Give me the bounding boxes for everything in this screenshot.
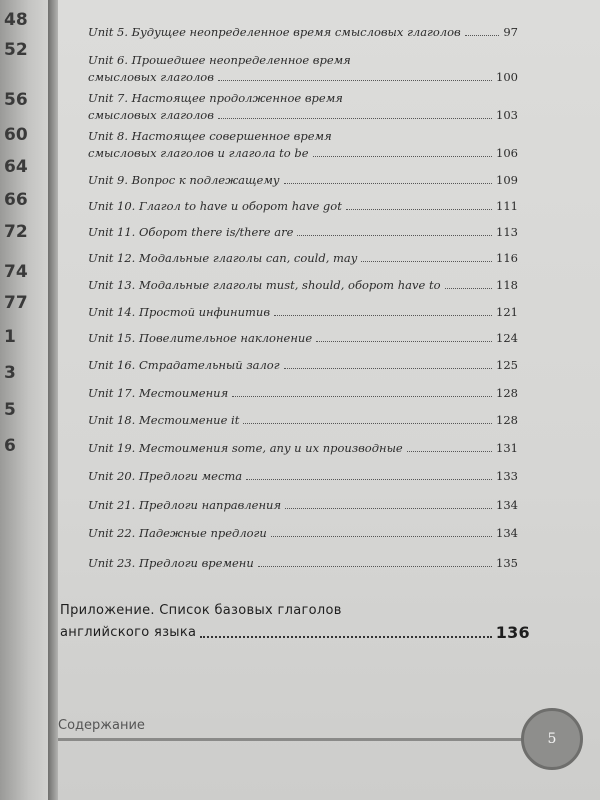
toc-page <box>58 0 600 800</box>
toc-entry-title: Unit 10. Глагол to have и оборот have got <box>88 199 342 213</box>
left-page-number: 64 <box>4 157 28 177</box>
toc-entry-title: Unit 17. Местоимения <box>88 386 229 400</box>
toc-entry-title: Unit 5. Будущее неопределенное время смысловых глаголов <box>88 25 461 39</box>
toc-page-number: 128 <box>496 413 518 427</box>
toc-entry-title: Unit 18. Местоимение it <box>88 413 240 427</box>
left-page-number: 66 <box>4 190 28 210</box>
left-page-number: 6 <box>4 436 16 456</box>
toc-entry-title: смысловых глаголов и глагола to be <box>88 146 309 160</box>
toc-entry <box>88 555 518 572</box>
toc-page-number: 111 <box>496 199 518 213</box>
leader-dots <box>271 525 492 537</box>
leader-dots <box>313 145 493 157</box>
leader-dots <box>465 24 500 36</box>
toc-page-number: 103 <box>496 108 518 122</box>
left-page-number: 3 <box>4 363 16 383</box>
leader-dots <box>445 277 493 289</box>
toc-entry <box>88 277 518 294</box>
toc-entry <box>88 385 518 402</box>
appendix-leader-dots <box>200 622 491 638</box>
footer-rule <box>58 738 528 741</box>
leader-dots <box>361 250 492 262</box>
toc-entry-title: Unit 16. Страдательный залог <box>88 358 280 372</box>
leader-dots <box>274 304 492 316</box>
toc-entry <box>88 468 518 485</box>
leader-dots <box>284 357 493 369</box>
toc-entry-title: Unit 12. Модальные глаголы can, could, may <box>88 251 358 265</box>
leader-dots <box>243 412 492 424</box>
toc-page-number: 131 <box>496 441 518 455</box>
toc-entry <box>88 304 518 321</box>
toc-page-number: 125 <box>496 358 518 372</box>
leader-dots <box>316 330 492 342</box>
toc-entry-title: Unit 22. Падежные предлоги <box>88 526 267 540</box>
leader-dots <box>218 107 492 119</box>
footer-section-title: Содержание <box>58 718 145 733</box>
toc-entry-title: Unit 6. Прошедшее неопределенное время <box>88 53 351 67</box>
toc-entry <box>88 330 518 347</box>
left-page-number: 52 <box>4 40 28 60</box>
toc-page-number: 134 <box>496 498 518 512</box>
toc-entry <box>88 357 518 374</box>
toc-page-number: 109 <box>496 173 518 187</box>
toc-page-number: 118 <box>496 278 518 292</box>
leader-dots <box>258 555 492 567</box>
toc-page-number: 121 <box>496 305 518 319</box>
toc-entry <box>88 90 518 124</box>
leader-dots <box>297 224 492 236</box>
left-page-number: 5 <box>4 400 16 420</box>
left-page-number: 74 <box>4 262 28 282</box>
toc-entry <box>88 198 518 215</box>
toc-entry-title: Unit 8. Настоящее совершенное время <box>88 129 332 143</box>
toc-appendix-entry <box>60 600 530 644</box>
toc-page-number: 134 <box>496 526 518 540</box>
toc-entry <box>88 250 518 267</box>
toc-entry <box>88 172 518 189</box>
toc-page-number: 106 <box>496 146 518 160</box>
toc-entry-title: Unit 7. Настоящее продолженное время <box>88 91 343 105</box>
toc-entry <box>88 497 518 514</box>
appendix-page-number: 136 <box>495 623 530 642</box>
left-page-number: 56 <box>4 90 28 110</box>
toc-entry <box>88 24 518 41</box>
leader-dots <box>218 69 492 81</box>
leader-dots <box>407 440 492 452</box>
toc-page-number: 135 <box>496 556 518 570</box>
book-gutter <box>48 0 58 800</box>
toc-entry-title: Unit 23. Предлоги времени <box>88 556 254 570</box>
toc-entry-title: Unit 11. Оборот there is/there are <box>88 225 294 239</box>
toc-page-number: 100 <box>496 70 518 84</box>
toc-entry-title: Unit 20. Предлоги места <box>88 469 243 483</box>
leader-dots <box>285 497 492 509</box>
left-page-number: 72 <box>4 222 28 242</box>
leader-dots <box>284 172 492 184</box>
left-page-number: 77 <box>4 293 28 313</box>
toc-entry <box>88 224 518 241</box>
toc-page-number: 116 <box>496 251 518 265</box>
toc-entry <box>88 412 518 429</box>
toc-page-number: 128 <box>496 386 518 400</box>
toc-entry <box>88 128 518 162</box>
toc-entry-title: Unit 14. Простой инфинитив <box>88 305 271 319</box>
toc-entry <box>88 525 518 542</box>
toc-entry-title: Unit 15. Повелительное наклонение <box>88 331 313 345</box>
left-page-number: 60 <box>4 125 28 145</box>
appendix-title-line2: английского языка <box>60 625 197 640</box>
toc-entry-title: смысловых глаголов <box>88 70 214 84</box>
toc-page-number: 133 <box>496 469 518 483</box>
toc-entry <box>88 440 518 457</box>
leader-dots <box>246 468 492 480</box>
left-page-number: 1 <box>4 327 16 347</box>
toc-entry-title: Unit 21. Предлоги направления <box>88 498 282 512</box>
page-number-badge: 5 <box>521 708 583 770</box>
toc-entry <box>88 52 518 86</box>
appendix-title-line1: Приложение. Список базовых глаголов <box>60 603 342 618</box>
toc-page-number: 113 <box>496 225 518 239</box>
toc-entry-title: Unit 9. Вопрос к подлежащему <box>88 173 280 187</box>
leader-dots <box>346 198 492 210</box>
toc-entry-title: Unit 19. Местоимения some, any и их производные <box>88 441 403 455</box>
toc-page-number: 97 <box>503 25 518 39</box>
leader-dots <box>232 385 492 397</box>
toc-entry-title: смысловых глаголов <box>88 108 214 122</box>
toc-entry-title: Unit 13. Модальные глаголы must, should, оборот have to <box>88 278 441 292</box>
previous-page-edge <box>0 0 48 800</box>
toc-page-number: 124 <box>496 331 518 345</box>
left-page-number: 48 <box>4 10 28 30</box>
